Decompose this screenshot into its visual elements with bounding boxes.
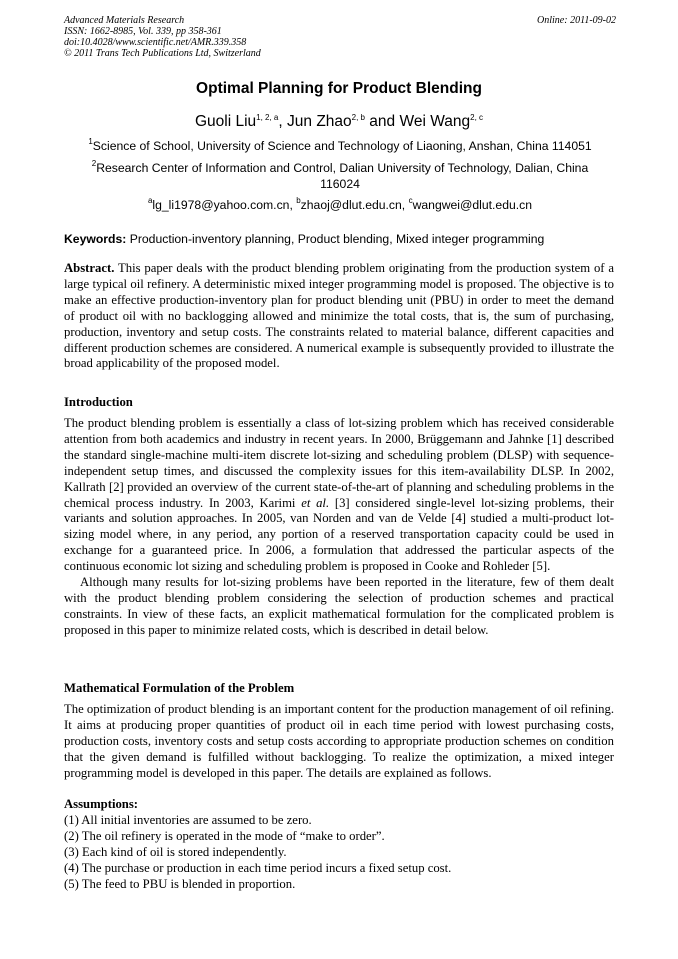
abstract xyxy=(64,261,614,372)
journal-name: Advanced Materials Research xyxy=(64,15,185,26)
affiliation-1 xyxy=(64,138,616,154)
abstract-label: Abstract. xyxy=(64,261,115,275)
introduction-paragraph-2: Although many results for lot-sizing problems have been reported in the literature, few of them dealt with the product blending problem considering the selection of production schemes and practical constraints. In view of these facts, an explicit mathematical formulation for the complicated problem is proposed in this paper to minimize related costs, which is described in detail below. xyxy=(64,575,614,637)
assumptions-list xyxy=(64,797,614,892)
list-item: (2) The oil refinery is operated in the mode of “make to order”. xyxy=(64,828,385,843)
section-heading-introduction: Introduction xyxy=(64,395,133,409)
paragraph-text: The product blending problem is essentially a class of lot-sizing problem which has received considerable attention from both academics and industry in recent years. In 2000, Brüggemann and Jahnke [1] described the standard single-machine multi-item discrete lot-sizing and scheduling problem (DLSP) with sequence-independent setup times, and discussed the complexity issues for this item-availability DLSP. In 2002, Kallrath [2] provided an overview of the current state-of-the-art of planning and scheduling problems in the chemical process industry. In 2003, Karimi xyxy=(64,416,614,510)
author-list xyxy=(0,113,678,131)
email-address: wangwei@dlut.edu.cn xyxy=(412,198,533,212)
affiliation-mark: 1 xyxy=(88,137,93,146)
copyright-line: © 2011 Trans Tech Publications Ltd, Switzerland xyxy=(64,48,261,59)
author-name: Wei Wang xyxy=(399,113,471,130)
author-affiliation-mark: 2, b xyxy=(351,113,365,122)
author-name: Jun Zhao xyxy=(287,113,352,130)
list-item: (4) The purchase or production in each time period incurs a fixed setup cost. xyxy=(64,860,452,875)
affiliation-2 xyxy=(64,160,616,192)
email-address: zhaoj@dlut.edu.cn, xyxy=(300,198,409,212)
assumptions-label: Assumptions: xyxy=(64,797,139,811)
issn-line: ISSN: 1662-8985, Vol. 339, pp 358-361 xyxy=(64,26,222,37)
formulation-body xyxy=(64,702,614,782)
journal-header xyxy=(64,15,616,59)
keywords xyxy=(64,232,624,246)
author-affiliation-mark: 1, 2, a xyxy=(256,113,279,122)
doi-line: doi:10.4028/www.scientific.net/AMR.339.358 xyxy=(64,37,247,48)
abstract-text: This paper deals with the product blending problem originating from the production system of a large typical oil refinery. A deterministic mixed integer programming model is proposed. The objective is to make an effective production-inventory plan for product blending unit (PBU) in order to meet the demand of product oil with no backlogging allowed and minimize the total costs, that is, the sum of purchasing, production, inventory and setup costs. The constraints related to material balance, different capacities and different production schemes are considered. A numerical example is subsequently provided to illustrate the broad applicability of the proposed model. xyxy=(64,261,614,371)
author-name: Guoli Liu xyxy=(194,113,257,130)
formulation-paragraph-1: The optimization of product blending is an important content for the production management of oil refining. It aims at producing proper quantities of product oil in each time period with lowest purchasing costs, production costs, inventory costs and setup costs according to appropriate production schemes on condition that the given demand is fulfilled without backlogging. To realize the optimization, a mixed integer programming model is developed in this paper. The details are explained as follows. xyxy=(64,702,614,780)
affiliation-text: Research Center of Information and Control, Dalian University of Technology, Dalian, China 116024 xyxy=(96,161,589,191)
keywords-text: Production-inventory planning, Product blending, Mixed integer programming xyxy=(126,232,545,246)
keywords-label: Keywords: xyxy=(64,232,127,246)
paper-title: Optimal Planning for Product Blending xyxy=(196,80,482,97)
list-item: (3) Each kind of oil is stored independently. xyxy=(64,844,287,859)
affiliation-mark: 2 xyxy=(91,159,97,168)
section-heading-formulation: Mathematical Formulation of the Problem xyxy=(64,681,295,695)
abstract-paragraph xyxy=(64,261,614,372)
author-affiliation-mark: 2, c xyxy=(470,113,484,122)
list-item: (1) All initial inventories are assumed to be zero. xyxy=(64,812,312,827)
online-date: Online: 2011-09-02 xyxy=(537,15,616,26)
email-mark: a xyxy=(147,196,153,205)
introduction-paragraph-1 xyxy=(64,416,614,575)
email-line xyxy=(64,197,616,213)
introduction-body xyxy=(64,416,614,639)
affiliation-text: Science of School, University of Science and Technology of Liaoning, Anshan, China 114051 xyxy=(92,139,592,153)
et-al: et al. xyxy=(301,495,330,510)
email-mark: b xyxy=(296,196,301,205)
author-separator: , xyxy=(278,113,288,130)
paragraph-text: [3] considered single-level lot-sizing problems, their variants and solution approaches. In 2005, van Norden and van de Velde [4] studied a multi-product lot-sizing model where, in any period, any portion of a reserved transportation capacity could be used in exchange for a guaranteed price. In 2006, a formulation that addressed the particular aspects of the continuous economic lot sizing and scheduling problem is proposed in Cooke and Rohleder [5]. xyxy=(64,495,615,574)
email-mark: c xyxy=(408,196,413,205)
list-item: (5) The feed to PBU is blended in proportion. xyxy=(64,876,296,891)
author-separator: and xyxy=(365,113,400,130)
email-address: lg_li1978@yahoo.com.cn, xyxy=(152,198,297,212)
